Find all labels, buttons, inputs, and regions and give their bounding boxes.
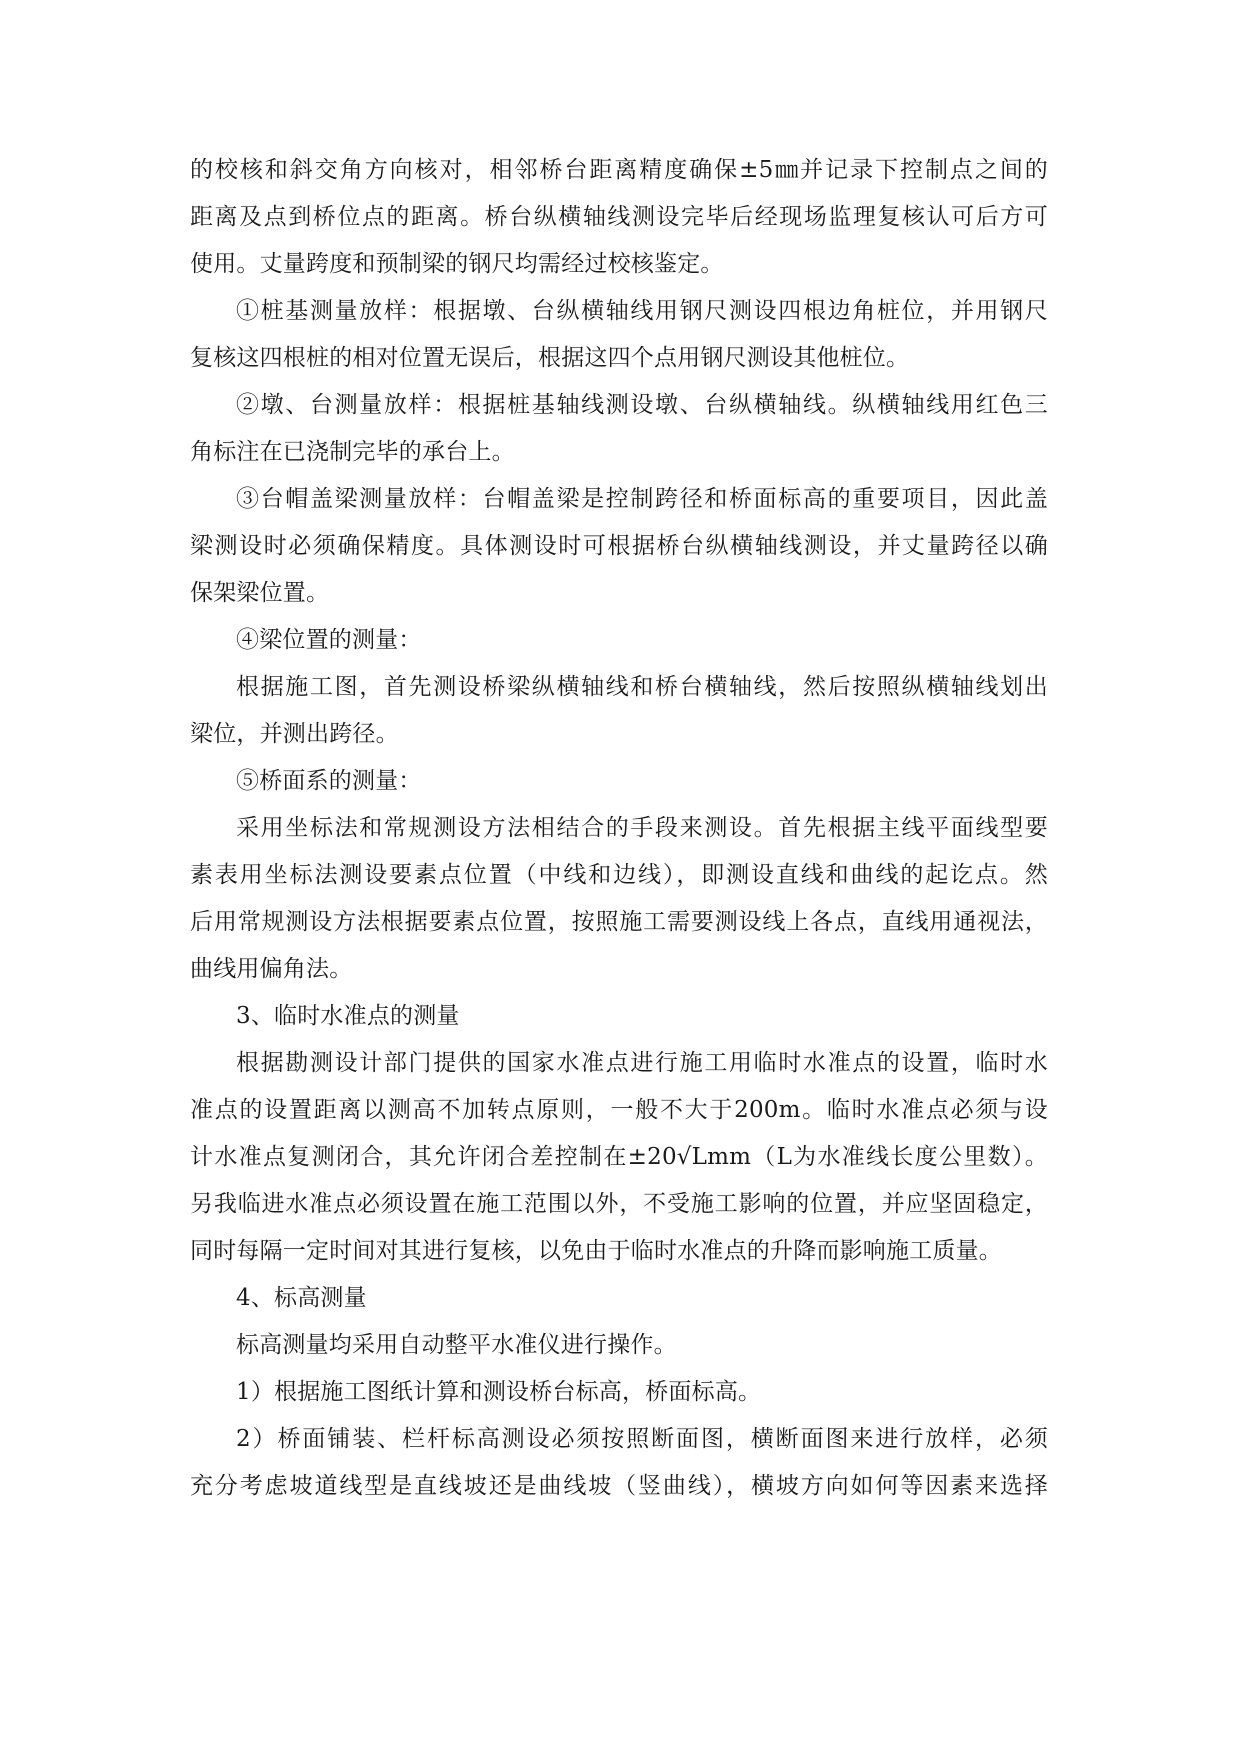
- text-line: 后用常规测设方法根据要素点位置，按照施工需要测设线上各点，直线用通视法，: [190, 909, 1048, 935]
- text-line: 准点的设置距离以测高不加转点原则，一般不大于200m。临时水准点必须与设: [190, 1097, 1048, 1123]
- list-item: 2）桥面铺装、栏杆标高测设必须按照断面图，横断面图来进行放样，必须: [236, 1426, 1048, 1452]
- subsection-heading: ④梁位置的测量：: [236, 627, 422, 653]
- list-item: 1）根据施工图纸计算和测设桥台标高，桥面标高。: [236, 1379, 762, 1405]
- text-line: 角标注在已浇制完毕的承台上。: [190, 439, 515, 465]
- paragraph-start-line: 标高测量均采用自动整平水准仪进行操作。: [236, 1332, 677, 1358]
- text-line: 梁测设时必须确保精度。具体测设时可根据桥台纵横轴线测设，并丈量跨径以确: [190, 533, 1048, 559]
- section-heading: 4、标高测量: [236, 1285, 367, 1311]
- text-line: 另我临进水准点必须设置在施工范围以外，不受施工影响的位置，并应坚固稳定，: [190, 1191, 1048, 1217]
- paragraph-start-line: 采用坐标法和常规测设方法相结合的手段来测设。首先根据主线平面线型要: [236, 815, 1048, 841]
- text-line: 充分考虑坡道线型是直线坡还是曲线坡（竖曲线），横坡方向如何等因素来选择: [190, 1473, 1048, 1499]
- text-line: 素表用坐标法测设要素点位置（中线和边线），即测设直线和曲线的起讫点。然: [190, 862, 1048, 888]
- paragraph-start-line: 根据勘测设计部门提供的国家水准点进行施工用临时水准点的设置，临时水: [236, 1050, 1048, 1076]
- document-body: [190, 150, 1048, 1513]
- paragraph-start-line: ①桩基测量放样：根据墩、台纵横轴线用钢尺测设四根边角桩位，并用钢尺: [236, 298, 1048, 324]
- paragraph-start-line: 根据施工图，首先测设桥梁纵横轴线和桥台横轴线，然后按照纵横轴线划出: [236, 674, 1048, 700]
- text-line: 复核这四根桩的相对位置无误后，根据这四个点用钢尺测设其他桩位。: [190, 345, 910, 371]
- text-line: 距离及点到桥位点的距离。桥台纵横轴线测设完毕后经现场监理复核认可后方可: [190, 204, 1048, 230]
- paragraph-start-line: ③台帽盖梁测量放样：台帽盖梁是控制跨径和桥面标高的重要项目，因此盖: [236, 486, 1048, 512]
- text-line: 同时每隔一定时间对其进行复核，以免由于临时水准点的升降而影响施工质量。: [190, 1238, 1002, 1264]
- paragraph-start-line: ②墩、台测量放样：根据桩基轴线测设墩、台纵横轴线。纵横轴线用红色三: [236, 392, 1048, 418]
- text-line: 的校核和斜交角方向核对，相邻桥台距离精度确保±5㎜并记录下控制点之间的: [190, 157, 1048, 183]
- text-line: 曲线用偏角法。: [190, 956, 353, 982]
- text-line: 保架梁位置。: [190, 580, 330, 606]
- text-line: 计水准点复测闭合，其允许闭合差控制在±20√Lmm（L为水准线长度公里数）。: [190, 1144, 1048, 1170]
- subsection-heading: ⑤桥面系的测量：: [236, 768, 422, 794]
- text-line: 梁位，并测出跨径。: [190, 721, 399, 747]
- text-line: 使用。丈量跨度和预制梁的钢尺均需经过校核鉴定。: [190, 251, 724, 277]
- section-heading: 3、临时水准点的测量: [236, 1003, 460, 1029]
